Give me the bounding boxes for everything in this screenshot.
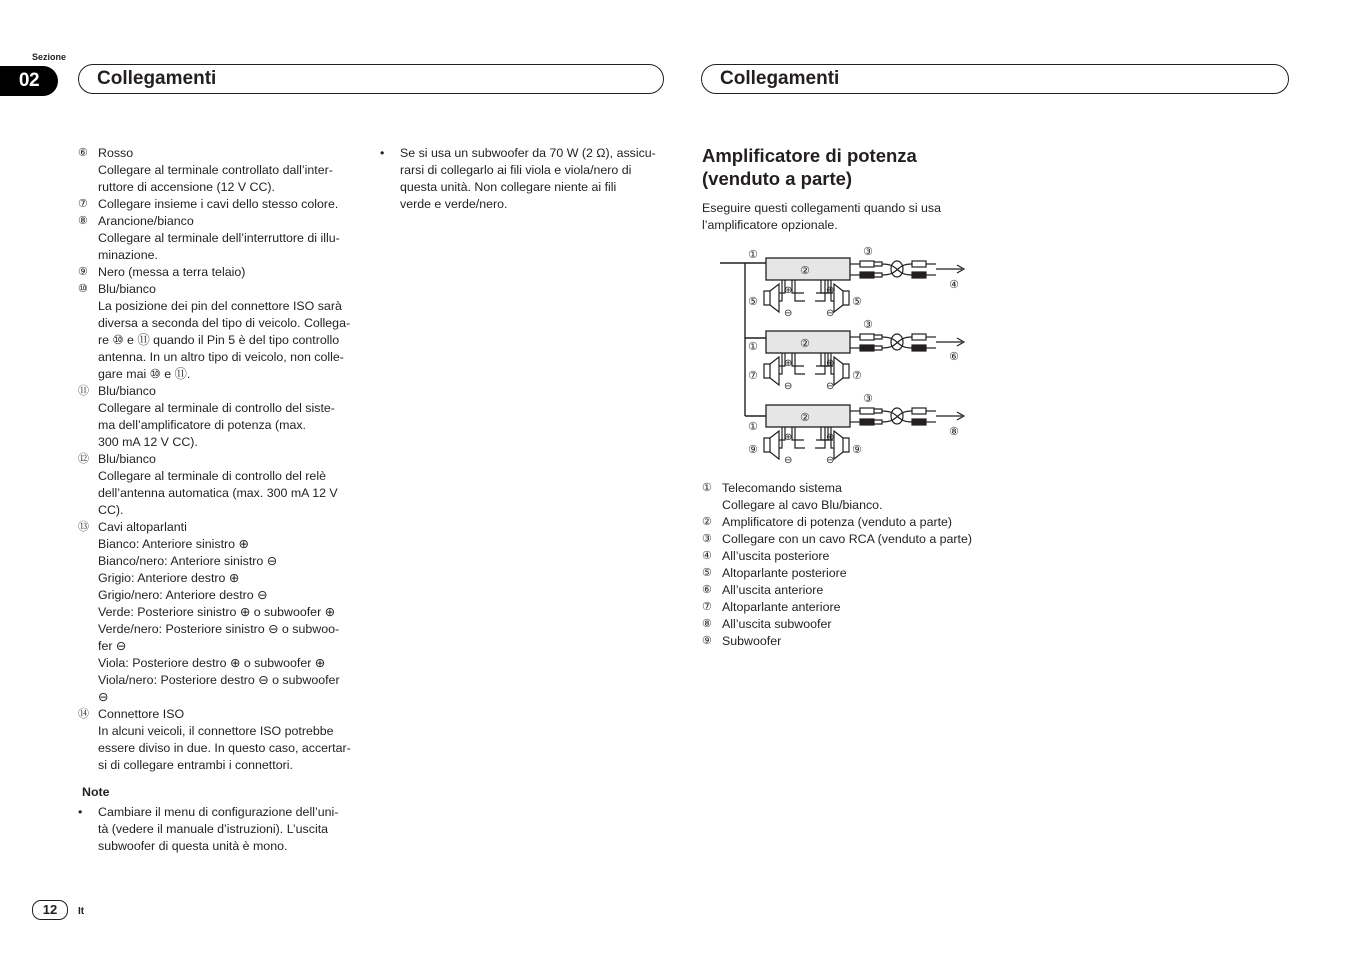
amplifier-units xyxy=(764,258,964,466)
plus-sign: ⊕ xyxy=(826,358,835,369)
item-title: Altoparlante posteriore xyxy=(722,566,847,580)
legend-item xyxy=(702,633,1002,650)
item-number: ⑨ xyxy=(702,635,712,647)
item-title: Blu/bianco xyxy=(98,452,156,466)
item-title: Cavi altoparlanti xyxy=(98,520,187,534)
item-number: ⑦ xyxy=(78,198,88,210)
label-subwoofer-right: ⑨ xyxy=(852,443,862,456)
right-section-title: Collegamenti xyxy=(701,64,1289,94)
label-rear-output: ④ xyxy=(949,278,959,291)
wire-item xyxy=(78,281,368,383)
bullet-line: subwoofer di questa unità è mono. xyxy=(98,839,288,853)
minus-sign: ⊖ xyxy=(826,308,835,319)
item-line: Verde/nero: Posteriore sinistro ⊖ o subwoo- xyxy=(98,622,340,636)
item-title: Amplificatore di potenza (venduto a parte) xyxy=(722,515,953,529)
item-title: Altoparlante anteriore xyxy=(722,600,841,614)
amplifier-label: ② xyxy=(800,337,810,350)
amplifier-unit xyxy=(764,258,964,319)
item-line: In alcuni veicoli, il connettore ISO potrebbe xyxy=(98,724,334,738)
item-line: Bianco: Anteriore sinistro ⊕ xyxy=(98,537,249,551)
note-list xyxy=(78,804,368,855)
item-line: Collegare al terminale controllato dall’inter- xyxy=(98,163,333,177)
bullet-line: tà (vedere il manuale d’istruzioni). L’uscita xyxy=(98,822,329,836)
bullet-line: questa unità. Non collegare niente ai fili xyxy=(400,180,617,194)
item-number: ⑥ xyxy=(702,584,712,596)
section-number-badge: 02 xyxy=(0,66,58,96)
note-bullet xyxy=(78,804,368,855)
wire-list xyxy=(78,145,368,774)
item-line: Verde: Posteriore sinistro ⊕ o subwoofer ⊕ xyxy=(98,605,336,619)
legend-item xyxy=(702,531,1002,548)
minus-sign: ⊖ xyxy=(784,381,793,392)
minus-sign: ⊖ xyxy=(826,455,835,466)
amplifier-label: ② xyxy=(800,411,810,424)
item-line: 300 mA 12 V CC). xyxy=(98,435,198,449)
item-line: ruttore di accensione (12 V CC). xyxy=(98,180,275,194)
tip-bullet xyxy=(380,145,670,213)
bullet-line: Se si usa un subwoofer da 70 W (2 Ω), assicu- xyxy=(400,146,656,160)
item-line: Viola/nero: Posteriore destro ⊖ o subwoofer xyxy=(98,673,340,687)
label-remote-3: ① xyxy=(748,420,758,433)
minus-sign: ⊖ xyxy=(784,308,793,319)
item-title: Blu/bianco xyxy=(98,384,156,398)
item-number: ⑧ xyxy=(78,215,88,227)
label-remote-2: ① xyxy=(748,340,758,353)
amplifier-heading: Amplificatore di potenza (venduto a parte) xyxy=(702,145,917,189)
item-title: Subwoofer xyxy=(722,634,782,648)
plus-sign: ⊕ xyxy=(826,285,835,296)
legend-item xyxy=(702,548,1002,565)
item-number: ⑫ xyxy=(78,453,89,465)
item-number: ④ xyxy=(702,550,712,562)
item-number: ⑨ xyxy=(78,266,88,278)
item-line: si di collegare entrambi i connettori. xyxy=(98,758,293,772)
item-line: re ⑩ e ⑪ quando il Pin 5 è del tipo controllo xyxy=(98,333,340,347)
wire-item xyxy=(78,196,368,213)
legend-item xyxy=(702,480,1002,514)
label-subwoofer-left: ⑨ xyxy=(748,443,758,456)
page-number: 12 xyxy=(32,900,68,920)
item-number: ⑦ xyxy=(702,601,712,613)
middle-column xyxy=(380,145,670,213)
language-code: It xyxy=(78,906,85,917)
plus-sign: ⊕ xyxy=(826,432,835,443)
item-number: ② xyxy=(702,516,712,528)
amplifier-unit xyxy=(764,331,964,392)
item-title: Telecomando sistema xyxy=(722,481,842,495)
tip-list xyxy=(380,145,670,213)
item-line: CC). xyxy=(98,503,124,517)
amplifier-label: ② xyxy=(800,264,810,277)
left-column xyxy=(78,145,368,855)
wire-item xyxy=(78,383,368,451)
wire-item xyxy=(78,706,368,774)
legend-item xyxy=(702,616,1002,633)
item-title: All’uscita anteriore xyxy=(722,583,824,597)
plus-sign: ⊕ xyxy=(784,358,793,369)
label-speaker-rear-right: ⑤ xyxy=(852,295,862,308)
item-number: ③ xyxy=(702,533,712,545)
item-line: essere diviso in due. In questo caso, accertar- xyxy=(98,741,351,755)
legend-item xyxy=(702,599,1002,616)
item-number: ⑧ xyxy=(702,618,712,630)
item-line: Collegare al terminale di controllo del relè xyxy=(98,469,326,483)
item-line: Collegare al terminale di controllo del siste- xyxy=(98,401,335,415)
legend-item xyxy=(702,582,1002,599)
bullet-line: rarsi di collegarlo ai fili viola e viola/nero di xyxy=(400,163,632,177)
amplifier-wiring-diagram xyxy=(700,238,1000,470)
item-line: Grigio/nero: Anteriore destro ⊖ xyxy=(98,588,268,602)
item-line: La posizione dei pin del connettore ISO sarà xyxy=(98,299,342,313)
right-column xyxy=(702,144,1002,234)
item-number: ⑪ xyxy=(78,385,89,397)
amplifier-intro: Eseguire questi collegamenti quando si usa l’amplificatore opzionale. xyxy=(702,201,942,232)
label-subwoofer-output: ⑧ xyxy=(949,425,959,438)
label-front-output: ⑥ xyxy=(949,350,959,363)
item-title: Collegare insieme i cavi dello stesso colore. xyxy=(98,197,339,211)
item-line: minazione. xyxy=(98,248,158,262)
label-rca-1: ③ xyxy=(863,245,873,258)
bullet-dot: • xyxy=(380,146,385,160)
item-line: Viola: Posteriore destro ⊕ o subwoofer ⊕ xyxy=(98,656,326,670)
label-speaker-rear-left: ⑤ xyxy=(748,295,758,308)
note-heading: Note xyxy=(82,785,110,799)
item-number: ⑤ xyxy=(702,567,712,579)
item-line: fer ⊖ xyxy=(98,639,127,653)
item-line: antenna. In un altro tipo di veicolo, non colle- xyxy=(98,350,344,364)
plus-sign: ⊕ xyxy=(784,432,793,443)
item-number: ① xyxy=(702,482,712,494)
item-title: Rosso xyxy=(98,146,134,160)
bullet-line: verde e verde/nero. xyxy=(400,197,508,211)
wire-item xyxy=(78,451,368,519)
label-rca-3: ③ xyxy=(863,392,873,405)
item-line: diversa a seconda del tipo di veicolo. Collega- xyxy=(98,316,351,330)
amplifier-unit xyxy=(764,405,964,466)
item-line: ma dell’amplificatore di potenza (max. xyxy=(98,418,306,432)
item-line: ⊖ xyxy=(98,690,109,704)
item-title: All’uscita posteriore xyxy=(722,549,830,563)
item-number: ⑥ xyxy=(78,147,88,159)
item-number: ⑩ xyxy=(78,283,88,295)
wire-item xyxy=(78,519,368,706)
label-remote-1: ① xyxy=(748,248,758,261)
bullet-dot: • xyxy=(78,805,83,819)
item-title: All’uscita subwoofer xyxy=(722,617,832,631)
item-title: Arancione/bianco xyxy=(98,214,194,228)
label-rca-2: ③ xyxy=(863,318,873,331)
left-section-title: Collegamenti xyxy=(78,64,664,94)
section-label: Sezione xyxy=(32,52,67,62)
minus-sign: ⊖ xyxy=(826,381,835,392)
label-speaker-front-left: ⑦ xyxy=(748,369,758,382)
bullet-line: Cambiare il menu di configurazione dell’uni- xyxy=(98,805,339,819)
wire-item xyxy=(78,264,368,281)
item-number: ⑭ xyxy=(78,708,89,720)
item-title: Connettore ISO xyxy=(98,707,185,721)
item-number: ⑬ xyxy=(78,521,89,533)
diagram-legend xyxy=(702,480,1002,650)
legend-item xyxy=(702,514,1002,531)
item-title: Nero (messa a terra telaio) xyxy=(98,265,246,279)
item-line: Collegare al terminale dell’interruttore di illu- xyxy=(98,231,340,245)
minus-sign: ⊖ xyxy=(784,455,793,466)
item-title: Blu/bianco xyxy=(98,282,156,296)
plus-sign: ⊕ xyxy=(784,285,793,296)
wire-item xyxy=(78,213,368,264)
item-title: Collegare con un cavo RCA (venduto a parte) xyxy=(722,532,973,546)
item-line: Bianco/nero: Anteriore sinistro ⊖ xyxy=(98,554,278,568)
item-line: Grigio: Anteriore destro ⊕ xyxy=(98,571,240,585)
legend-item xyxy=(702,565,1002,582)
label-speaker-front-right: ⑦ xyxy=(852,369,862,382)
item-line: Collegare al cavo Blu/bianco. xyxy=(722,498,883,512)
item-line: gare mai ⑩ e ⑪. xyxy=(98,367,191,381)
wire-item xyxy=(78,145,368,196)
item-line: dell’antenna automatica (max. 300 mA 12 V xyxy=(98,486,338,500)
